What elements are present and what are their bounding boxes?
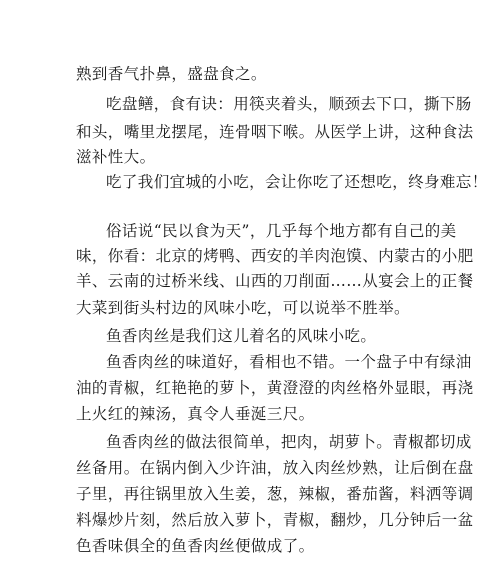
text-line: 吃盘鳝，食有诀：用筷夹着头，顺颈去下口，撕下肠 xyxy=(106,95,472,113)
text-line: 鱼香肉丝是我们这儿着名的风味小吃。 xyxy=(106,327,377,345)
text-line: 味，你看：北京的烤鸭、西安的羊肉泡馍、内蒙古的小肥 xyxy=(76,247,474,265)
text-line: 油的青椒，红艳艳的萝卜，黄澄澄的肉丝格外显眼，再浇 xyxy=(76,379,474,397)
text-line: 鱼香肉丝的做法很简单，把肉，胡萝卜。青椒都切成 xyxy=(106,433,472,451)
text-line: 俗话说“民以食为天”，几乎每个地方都有自己的美 xyxy=(106,222,457,240)
text-line: 吃了我们宜城的小吃，会让你吃了还想吃，终身难忘！ xyxy=(106,173,488,191)
text-line: 鱼香肉丝的味道好，看相也不错。一个盘子中有绿油 xyxy=(106,353,472,371)
text-line: 上火红的辣汤，真令人垂涎三尺。 xyxy=(76,405,315,423)
text-line: 大菜到街头村边的风味小吃，可以说举不胜举。 xyxy=(76,299,410,317)
text-line: 和头，嘴里龙摆尾，连骨咽下喉。从医学上讲，这种食法 xyxy=(76,123,474,141)
text-line: 色香味俱全的鱼香肉丝便做成了。 xyxy=(76,537,315,555)
text-line: 料爆炒片刻，然后放入萝卜，青椒，翻炒，几分钟后一盆 xyxy=(76,511,474,529)
text-line: 子里，再往锅里放入生姜，葱，辣椒，番茄酱，料洒等调 xyxy=(76,485,474,503)
text-line: 丝备用。在锅内倒入少许油，放入肉丝炒熟，让后倒在盘 xyxy=(76,459,474,477)
text-line: 羊、云南的过桥米线、山西的刀削面……从宴会上的正餐 xyxy=(76,272,474,290)
text-line: 熟到香气扑鼻，盛盘食之。 xyxy=(76,65,267,83)
text-line: 滋补性大。 xyxy=(76,148,156,166)
